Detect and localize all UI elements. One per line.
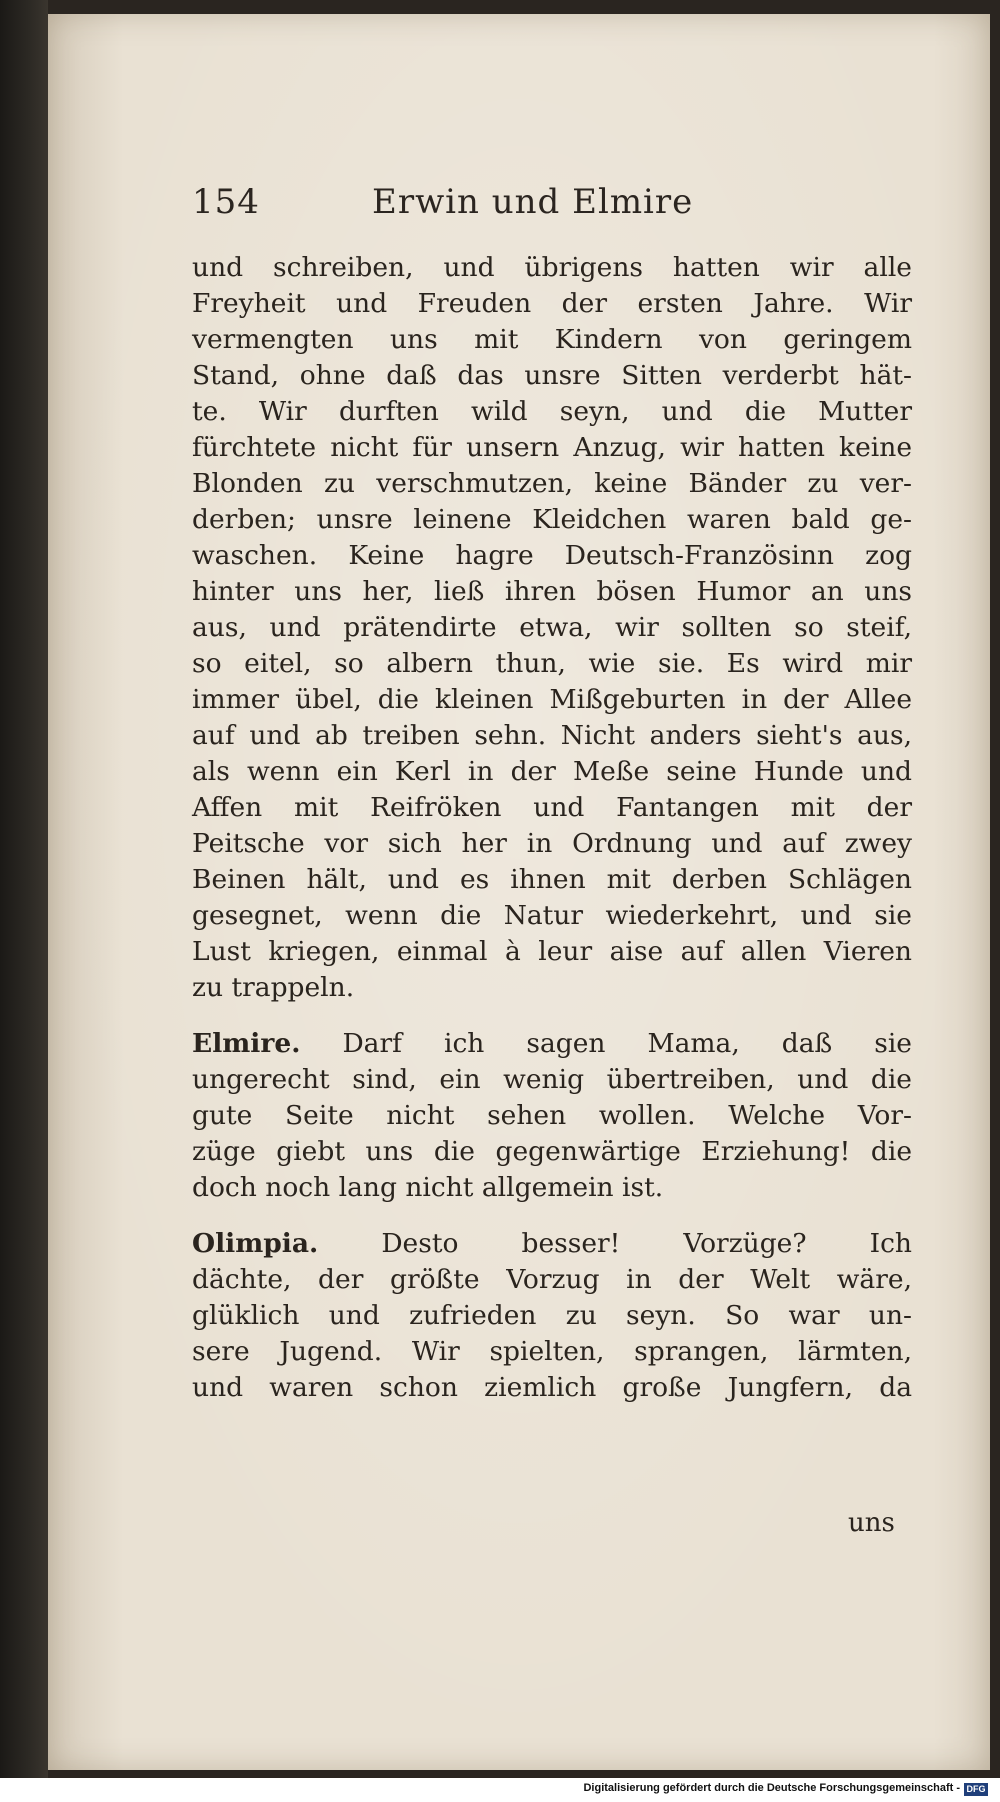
speech-text: Darf ich sagen Mama, daß sie — [342, 1028, 912, 1059]
text-line: te. Wir durften wild seyn, und die Mutter — [192, 396, 912, 427]
paragraph-gap — [192, 1006, 912, 1026]
text-line: dächte, der größte Vorzug in der Welt wäre, — [192, 1264, 912, 1295]
text-line: gute Seite nicht sehen wollen. Welche Vor- — [192, 1100, 912, 1131]
text-line: und waren schon ziemlich große Jungfern, da — [192, 1372, 912, 1403]
text-line: als wenn ein Kerl in der Meße seine Hunde und — [192, 756, 912, 787]
page-header — [192, 182, 812, 232]
book-spine — [0, 0, 48, 1778]
text-line: waschen. Keine hagre Deutsch-Französinn zog — [192, 540, 912, 571]
text-line: Lust kriegen, einmal à leur aise auf allen Vieren — [192, 936, 912, 967]
text-line: Affen mit Reifröken und Fantangen mit der — [192, 792, 912, 823]
text-line: immer übel, die kleinen Mißgeburten in der Allee — [192, 684, 912, 715]
text-line: doch noch lang nicht allgemein ist. — [192, 1172, 664, 1203]
text-line: glüklich und zufrieden zu seyn. So war un- — [192, 1300, 912, 1331]
speech-text: Desto besser! Vorzüge? Ich — [381, 1228, 912, 1259]
digitization-footer — [0, 1778, 1000, 1802]
running-title: Erwin und Elmire — [372, 182, 694, 222]
text-line: vermengten uns mit Kindern von geringem — [192, 324, 912, 355]
text-line: und schreiben, und übrigens hatten wir alle — [192, 252, 912, 283]
text-line: züge giebt uns die gegenwärtige Erziehung! die — [192, 1136, 912, 1167]
catchword: uns — [848, 1508, 895, 1538]
text-line: sere Jugend. Wir spielten, sprangen, lärmten, — [192, 1336, 912, 1367]
text-line — [192, 1226, 912, 1262]
text-line: gesegnet, wenn die Natur wiederkehrt, und sie — [192, 900, 912, 931]
funding-credit: Digitalisierung gefördert durch die Deutsche Forschungsgemeinschaft - — [583, 1782, 960, 1794]
text-line: so eitel, so albern thun, wie sie. Es wird mir — [192, 648, 912, 679]
text-line: auf und ab treiben sehn. Nicht anders sieht's aus, — [192, 720, 912, 751]
text-line: Freyheit und Freuden der ersten Jahre. Wir — [192, 288, 912, 319]
speaker-name: Olimpia. — [192, 1228, 319, 1259]
text-line: Beinen hält, und es ihnen mit derben Schlägen — [192, 864, 912, 895]
text-line: ungerecht sind, ein wenig übertreiben, und die — [192, 1064, 912, 1095]
text-line: aus, und prätendirte etwa, wir sollten so steif, — [192, 612, 912, 643]
text-block — [192, 250, 912, 1406]
text-line: hinter uns her, ließ ihren bösen Humor an uns — [192, 576, 912, 607]
text-line: Blonden zu verschmutzen, keine Bänder zu ver- — [192, 468, 912, 499]
text-line: derben; unsre leinene Kleidchen waren bald ge- — [192, 504, 912, 535]
paragraph-gap — [192, 1206, 912, 1226]
text-line: zu trappeln. — [192, 972, 355, 1003]
text-line — [192, 1026, 912, 1062]
page-number: 154 — [192, 182, 260, 222]
text-line: Peitsche vor sich her in Ordnung und auf zwey — [192, 828, 912, 859]
speaker-name: Elmire. — [192, 1028, 301, 1059]
text-line: fürchtete nicht für unsern Anzug, wir hatten keine — [192, 432, 912, 463]
text-line: Stand, ohne daß das unsre Sitten verderbt hät- — [192, 360, 912, 391]
dfg-logo: DFG — [964, 1783, 988, 1796]
